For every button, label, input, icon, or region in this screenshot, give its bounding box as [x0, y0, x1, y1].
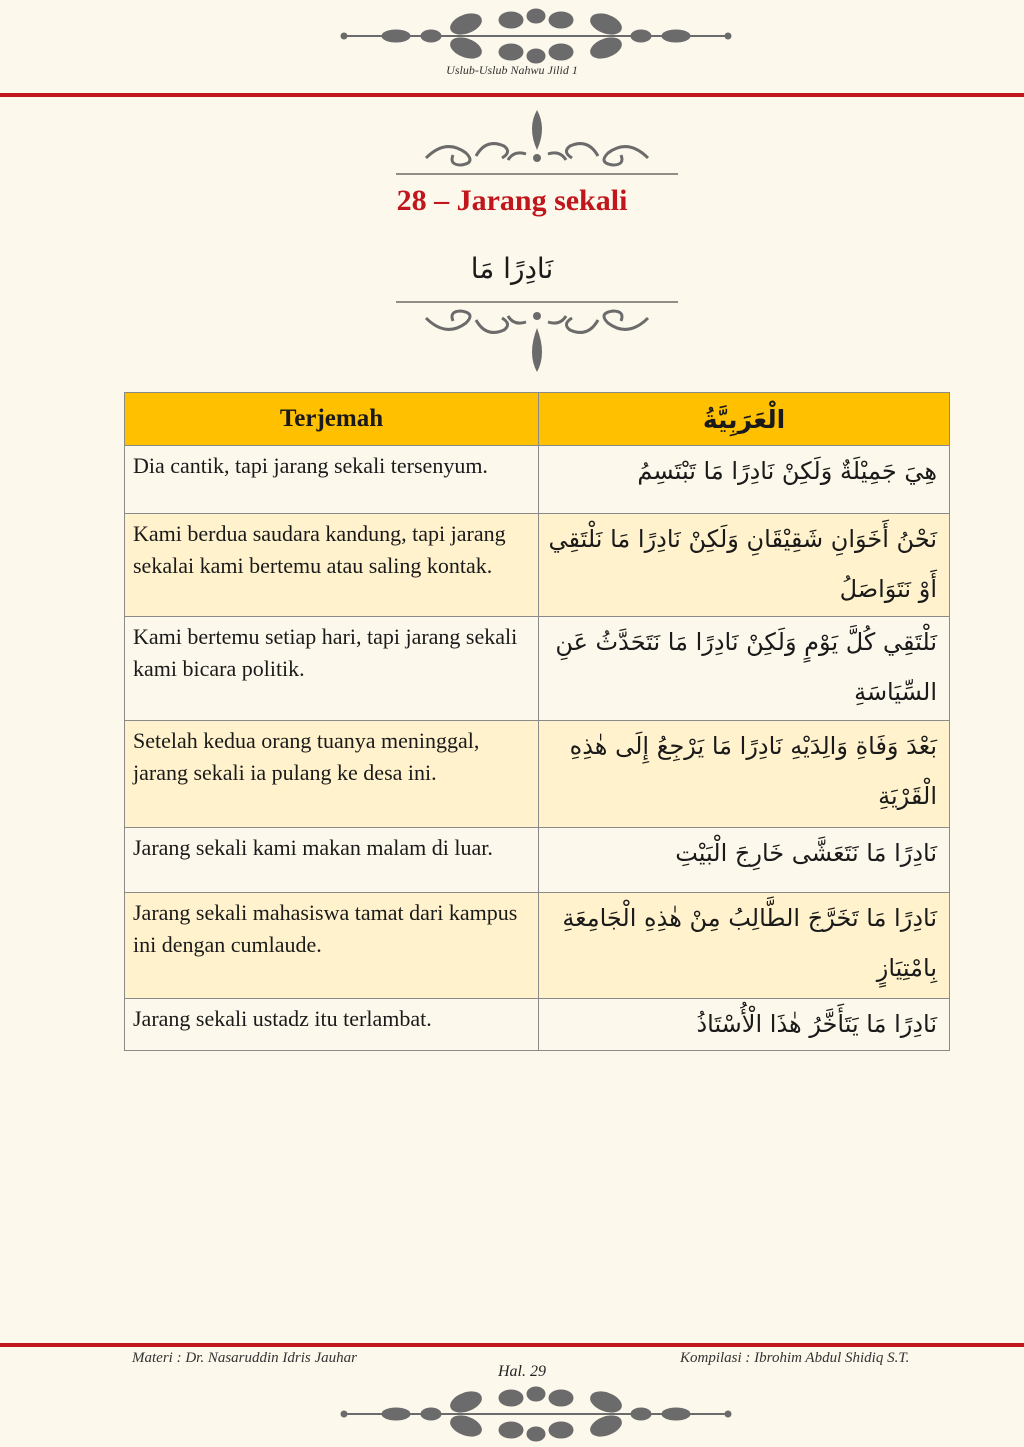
footer-compiler: Kompilasi : Ibrohim Abdul Shidiq S.T. [680, 1350, 910, 1366]
header-arabic: الْعَرَبِيَّةُ [539, 393, 950, 446]
table-row [125, 721, 950, 828]
translation-cell: Setelah kedua orang tuanya meninggal, jarang sekali ia pulang ke desa ini. [125, 721, 539, 828]
table-row [125, 828, 950, 893]
translation-table [124, 392, 950, 1051]
arabic-cell: نَادِرًا مَا يَتَأَخَّرُ هٰذَا الْأُسْتَاذُ [539, 999, 950, 1051]
running-header: Uslub-Uslub Nahwu Jilid 1 [446, 63, 578, 77]
section-arabic-title: نَادِرًا مَا [470, 252, 554, 285]
title-ornament-top [396, 108, 678, 178]
arabic-cell: نَحْنُ أَخَوَانِ شَقِيْقَانِ وَلَكِنْ نَادِرًا مَا نَلْتَقِي أَوْ نَتَوَاصَلُ [539, 514, 950, 617]
footer-rule [0, 1343, 1024, 1347]
translation-cell: Jarang sekali mahasiswa tamat dari kampus ini dengan cumlaude. [125, 893, 539, 999]
title-ornament-bottom [396, 296, 678, 376]
translation-cell: Kami berdua saudara kandung, tapi jarang sekalai kami bertemu atau saling kontak. [125, 514, 539, 617]
footer-ornament [336, 1384, 736, 1442]
section-title: 28 – Jarang sekali [396, 184, 628, 217]
table-row [125, 999, 950, 1051]
header-ornament [336, 8, 736, 66]
table-row [125, 446, 950, 514]
table-row [125, 617, 950, 721]
table-row [125, 514, 950, 617]
arabic-cell: نَلْتَقِي كُلَّ يَوْمٍ وَلَكِنْ نَادِرًا مَا نَتَحَدَّثُ عَنِ السِّيَاسَةِ [539, 617, 950, 721]
header-translation: Terjemah [125, 393, 539, 446]
arabic-cell: نَادِرًا مَا تَخَرَّجَ الطَّالِبُ مِنْ هٰذِهِ الْجَامِعَةِ بِامْتِيَازٍ [539, 893, 950, 999]
arabic-cell: نَادِرًا مَا نَتَعَشَّى خَارِجَ الْبَيْتِ [539, 828, 950, 893]
table-row [125, 893, 950, 999]
translation-cell: Dia cantik, tapi jarang sekali tersenyum. [125, 446, 539, 514]
translation-cell: Kami bertemu setiap hari, tapi jarang sekali kami bicara politik. [125, 617, 539, 721]
page-number: Hal. 29 [498, 1363, 546, 1380]
arabic-cell: هِيَ جَمِيْلَةٌ وَلَكِنْ نَادِرًا مَا تَبْتَسِمُ [539, 446, 950, 514]
header-rule [0, 93, 1024, 97]
arabic-cell: بَعْدَ وَفَاةِ وَالِدَيْهِ نَادِرًا مَا يَرْجِعُ إِلَى هٰذِهِ الْقَرْيَةِ [539, 721, 950, 828]
translation-cell: Jarang sekali kami makan malam di luar. [125, 828, 539, 893]
footer-author: Materi : Dr. Nasaruddin Idris Jauhar [132, 1350, 358, 1366]
translation-cell: Jarang sekali ustadz itu terlambat. [125, 999, 539, 1051]
